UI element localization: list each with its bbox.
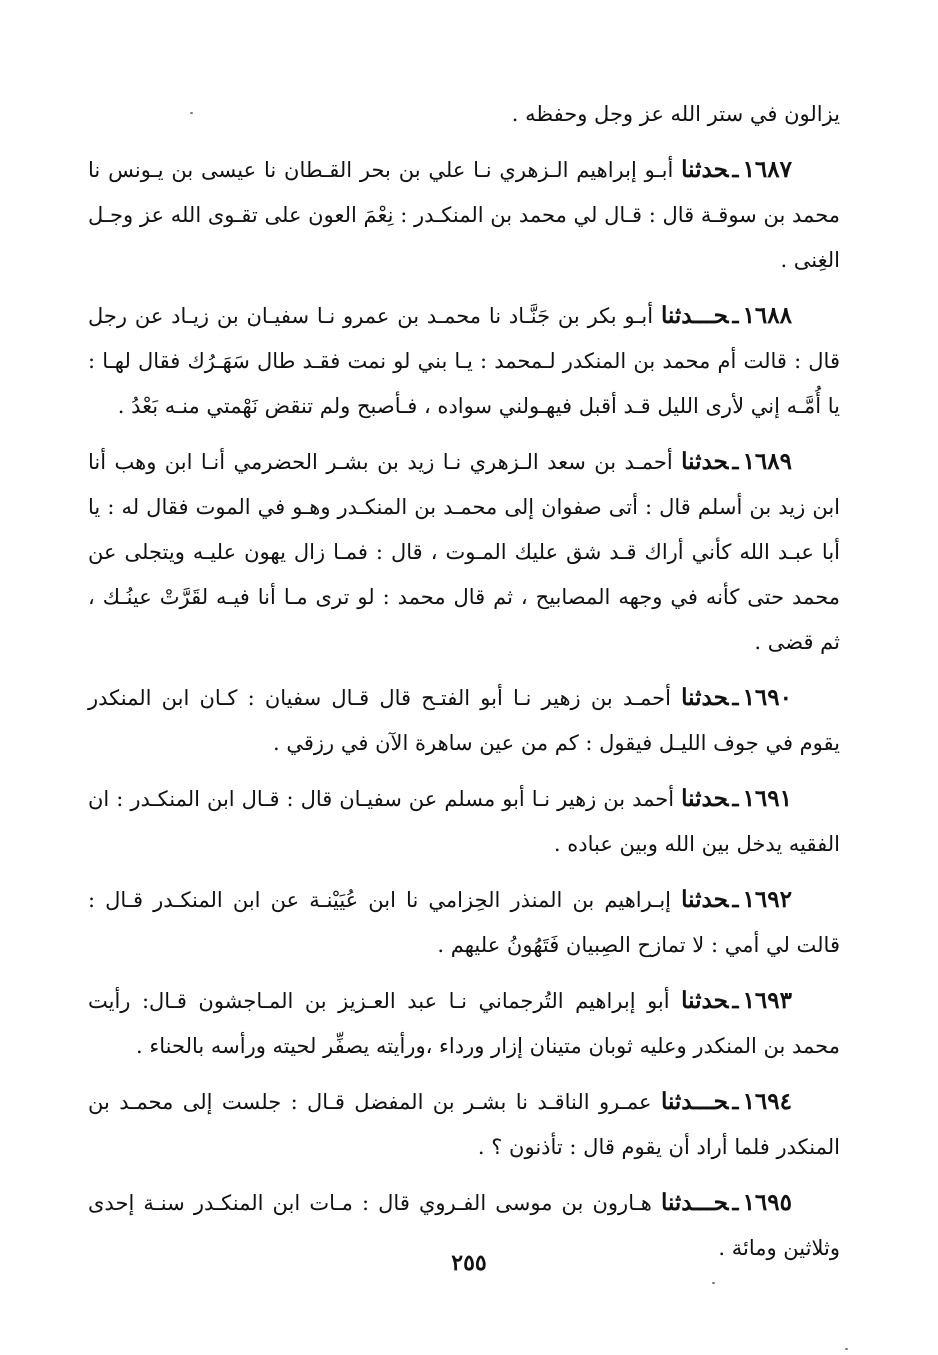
hadith-number: ١٦٩٠ bbox=[742, 684, 792, 711]
page-body bbox=[88, 92, 840, 1281]
hadith-keyword: حدثنا bbox=[681, 886, 729, 913]
hadith-keyword: حدثنا bbox=[681, 987, 729, 1014]
hadith-1692: ١٦٩٢ـحدثنا إبـراهيم بن المنذر الحِزامي نا ابن عُيَيْنـة عن ابن المنكـدر قـال : قالت لي أمي : لا تمازح الصِبيان فَتَهُونُ عليهم . bbox=[88, 886, 840, 957]
scan-speck bbox=[190, 112, 193, 114]
hadith-keyword: حدثنا bbox=[681, 156, 729, 183]
hadith-text: هـارون بن موسى الفـروي قال : مـات ابن المنكـدر سنـة إحدى وثلاثين ومائة . bbox=[88, 1191, 840, 1260]
hadith-number: ١٦٩٤ bbox=[742, 1088, 792, 1115]
hadith-1690: ١٦٩٠ـحدثنا أحمـد بن زهير نـا أبو الفتـح قال قـال سفيان : كـان ابن المنكدر يقوم في جوف الليـل فيقول : كم من عين ساهرة الآن في رزقي . bbox=[88, 684, 840, 755]
hadith-1694: ١٦٩٤ـحـــدثنا عمـرو الناقـد نا بشـر بن المفضل قـال : جلست إلى محمـد بن المنكدر فلما أراد أن يقوم قال : تأذنون ؟ . bbox=[88, 1088, 840, 1159]
hadith-keyword: حـــدثنا bbox=[660, 1189, 729, 1216]
hadith-keyword: حدثنا bbox=[681, 684, 729, 711]
hadith-text: إبـراهيم بن المنذر الحِزامي نا ابن عُيَيْنـة عن ابن المنكـدر قـال : قالت لي أمي : لا تمازح الصِبيان فَتَهُونُ عليهم . bbox=[88, 888, 840, 957]
hadith-1691: ١٦٩١ـحدثنا أحمد بن زهير نـا أبو مسلم عن سفيـان قال : قـال ابن المنكـدر : ان الفقيه يدخل بين الله وبين عباده . bbox=[88, 785, 840, 856]
hadith-number: ١٦٨٧ bbox=[742, 156, 792, 183]
hadith-number: ١٦٩٢ bbox=[742, 886, 792, 913]
hadith-text: أبـو إبراهيم الـزهري نـا علي بن بحر القـطان نا عيسى بن يـونس نا محمد بن سوقـة قال : قـال لي محمد بن المنكـدر : نِعْمَ العون على تقـوى الله عز وجـل الغِنى . bbox=[88, 158, 840, 272]
hadith-1695: ١٦٩٥ـحـــدثنا هـارون بن موسى الفـروي قال : مـات ابن المنكـدر سنـة إحدى وثلاثين ومائة . bbox=[88, 1189, 840, 1260]
hadith-text: أبـو بكر بن جَنَّـاد نا محمـد بن عمرو نـا سفيـان بن زيـاد عن رجل قال : قالت أم محمد بن المنكدر لـمحمد : يـا بني لو نمت فقـد طال سَهَـرُك فقال لهـا : يا أُمَّـه إني لأرى الليل قـد أقبل فيهـولني سواده ، فـأصبح ولم تنقض نَهْمتي منـه بَعْدُ . bbox=[88, 304, 840, 418]
page-number: ٢٥٥ bbox=[451, 1250, 487, 1276]
hadith-number: ١٦٩٥ bbox=[742, 1189, 792, 1216]
hadith-keyword: حدثنا bbox=[681, 448, 729, 475]
hadith-number: ١٦٩١ bbox=[742, 785, 792, 812]
hadith-text: أحمـد بن زهير نـا أبو الفتـح قال قـال سفيان : كـان ابن المنكدر يقوم في جوف الليـل فيقول : كم من عين ساهرة الآن في رزقي . bbox=[88, 686, 840, 755]
hadith-number: ١٦٩٣ bbox=[742, 987, 792, 1014]
hadith-keyword: حـــدثنا bbox=[660, 1088, 729, 1115]
hadith-keyword: حدثنا bbox=[681, 785, 729, 812]
intro-paragraph: يزالون في ستر الله عز وجل وحفظه . bbox=[511, 102, 840, 126]
hadith-1689: ١٦٨٩ـحدثنا أحمـد بن سعد الـزهري نـا زيد بن بشـر الحضرمي أنـا ابن وهب أنا ابن زيد بن أسلم قال : أتى صفوان إلى محمـد بن المنكـدر وهـو في الموت فقال له : يا أبا عبـد الله كأني أراك قـد شق عليك المـوت ، قال : فمـا زال يهون عليـه ويتجلى عن محمد حتى كأنه في وجهه المصابيح ، ثم قال محمد : لو ترى مـا أنا فيـه لقَرَّتْ عينُـك ، ثم قضى . bbox=[88, 448, 841, 654]
hadith-text: أحمـد بن سعد الـزهري نـا زيد بن بشـر الحضرمي أنـا ابن وهب أنا ابن زيد بن أسلم قال : أتى صفوان إلى محمـد بن المنكـدر وهـو في الموت فقال له : يا أبا عبـد الله كأني أراك قـد شق عليك المـوت ، قال : فمـا زال يهون عليـه ويتجلى عن محمد حتى كأنه في وجهه المصابيح ، ثم قال محمد : لو ترى مـا أنا فيـه لقَرَّتْ عينُـك ، ثم قضى . bbox=[88, 450, 841, 654]
scan-speck bbox=[845, 1348, 848, 1350]
hadith-text: أبو إبراهيم التُرجماني نـا عبد العـزيز بن المـاجشون قـال: رأيت محمد بن المنكدر وعليه ثوبان متينان إزار ورداء ،ورأيته يصفِّر لحيته ورأسه بالحناء . bbox=[88, 989, 840, 1058]
hadith-text: أحمد بن زهير نـا أبو مسلم عن سفيـان قال : قـال ابن المنكـدر : ان الفقيه يدخل بين الله وبين عباده . bbox=[88, 787, 840, 856]
scan-speck bbox=[712, 1282, 715, 1284]
hadith-number: ١٦٨٩ bbox=[742, 448, 792, 475]
hadith-1687: ١٦٨٧ـحدثنا أبـو إبراهيم الـزهري نـا علي بن بحر القـطان نا عيسى بن يـونس نا محمد بن سوقـة قال : قـال لي محمد بن المنكـدر : نِعْمَ العون على تقـوى الله عز وجـل الغِنى . bbox=[88, 156, 840, 272]
hadith-1693: ١٦٩٣ـحدثنا أبو إبراهيم التُرجماني نـا عبد العـزيز بن المـاجشون قـال: رأيت محمد بن المنكدر وعليه ثوبان متينان إزار ورداء ،ورأيته يصفِّر لحيته ورأسه بالحناء . bbox=[88, 987, 840, 1058]
hadith-number: ١٦٨٨ bbox=[742, 302, 792, 329]
hadith-1688: ١٦٨٨ـحـــدثنا أبـو بكر بن جَنَّـاد نا محمـد بن عمرو نـا سفيـان بن زيـاد عن رجل قال : قالت أم محمد بن المنكدر لـمحمد : يـا بني لو نمت فقـد طال سَهَـرُك فقال لهـا : يا أُمَّـه إني لأرى الليل قـد أقبل فيهـولني سواده ، فـأصبح ولم تنقض نَهْمتي منـه بَعْدُ . bbox=[88, 302, 840, 418]
hadith-text: عمـرو الناقـد نا بشـر بن المفضل قـال : جلست إلى محمـد بن المنكدر فلما أراد أن يقوم قال : تأذنون ؟ . bbox=[88, 1090, 840, 1159]
hadith-keyword: حـــدثنا bbox=[660, 302, 729, 329]
